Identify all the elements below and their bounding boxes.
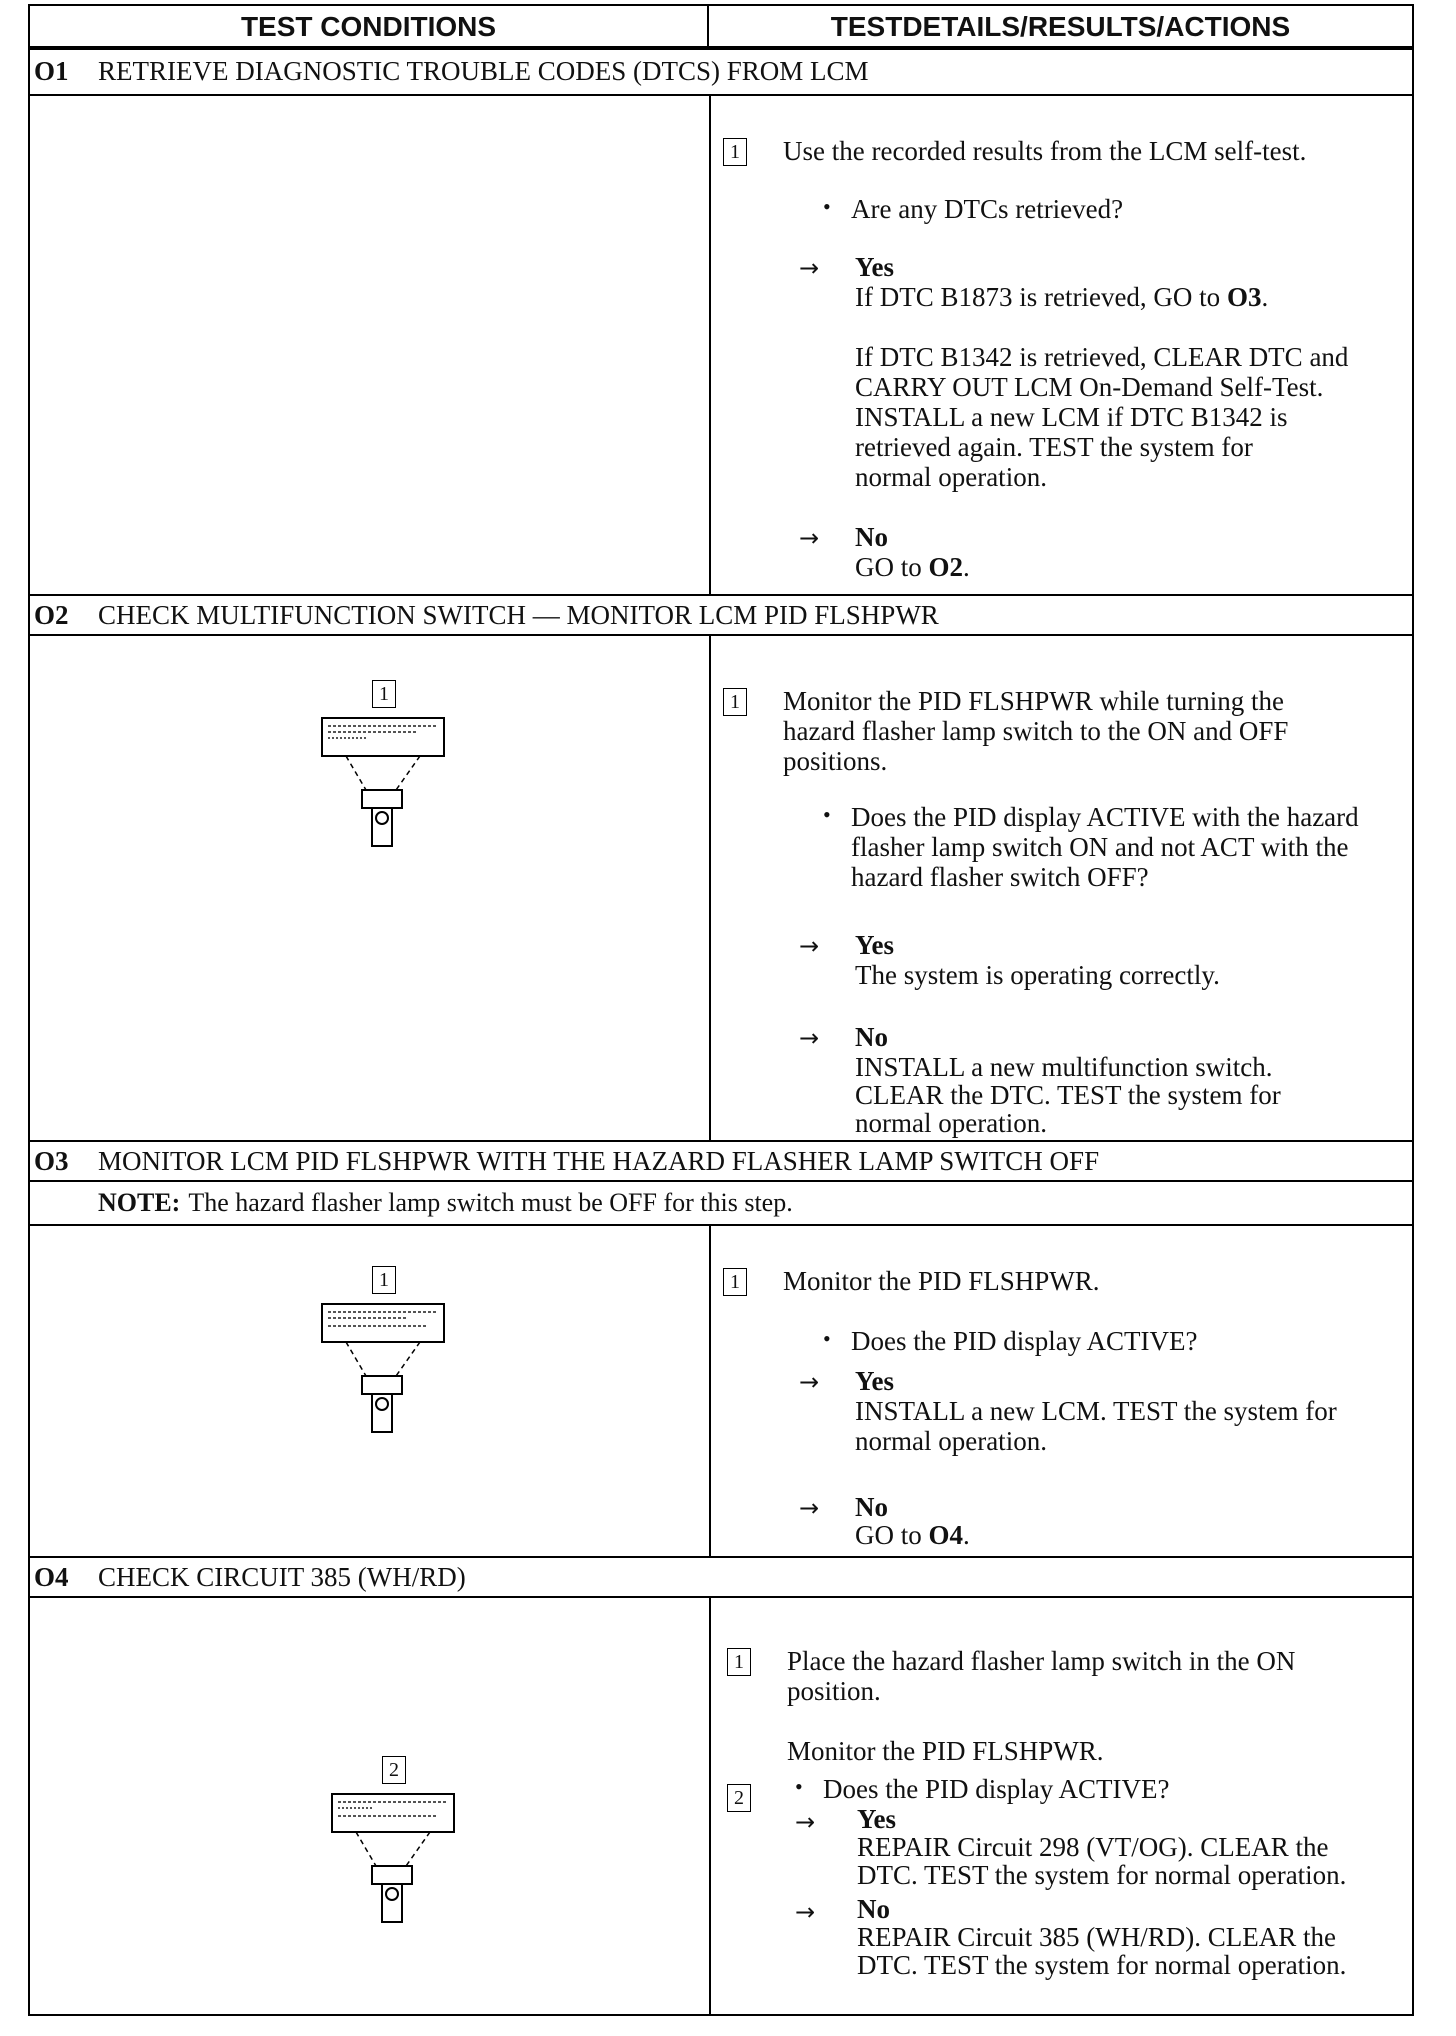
bullet-icon: • <box>823 1326 831 1351</box>
step-title: CHECK MULTIFUNCTION SWITCH — MONITOR LCM PID FLSHPWR <box>98 599 939 630</box>
monitor-instruction: Monitor the PID FLSHPWR. <box>787 1736 1104 1766</box>
yes-action-line: normal operation. <box>855 462 1047 492</box>
question-line: Does the PID display ACTIVE with the hazard <box>851 802 1359 832</box>
step-number: O3 <box>34 1145 69 1176</box>
yes-label: Yes <box>855 930 894 960</box>
step-instruction: Monitor the PID FLSHPWR. <box>783 1266 1100 1296</box>
no-label: No <box>855 1492 888 1522</box>
step-o2-title-row <box>30 594 1412 636</box>
step-title: CHECK CIRCUIT 385 (WH/RD) <box>98 1561 466 1592</box>
bullet-icon: • <box>795 1774 803 1799</box>
question-line: flasher lamp switch ON and not ACT with the <box>851 832 1349 862</box>
scan-tool-icon <box>286 714 486 874</box>
step-instruction-line: Place the hazard flasher lamp switch in the ON <box>787 1646 1296 1676</box>
table-header <box>30 6 1412 50</box>
no-label: No <box>855 1022 888 1052</box>
yes-action-line: retrieved again. TEST the system for <box>855 432 1253 462</box>
no-action-line: INSTALL a new multifunction switch. <box>855 1052 1273 1082</box>
step-o3-details <box>711 1226 1412 1556</box>
arrow-right-icon: → <box>799 932 820 960</box>
step-instruction: Use the recorded results from the LCM self-test. <box>783 136 1307 166</box>
note-text: The hazard flasher lamp switch must be OFF for this step. <box>188 1188 793 1217</box>
bullet-icon: • <box>823 194 831 219</box>
step-box-1: 1 <box>727 1648 751 1676</box>
yes-action: If DTC B1873 is retrieved, GO to O3. <box>855 282 1269 312</box>
illustration-step-box: 1 <box>372 1266 396 1294</box>
question: Does the PID display ACTIVE? <box>823 1774 1170 1804</box>
no-action: GO to O2. <box>855 552 970 582</box>
arrow-right-icon: → <box>799 1494 820 1522</box>
step-o3-note <box>30 1182 1412 1226</box>
arrow-right-icon: → <box>799 254 820 282</box>
step-number: O4 <box>34 1561 69 1592</box>
no-label: No <box>855 522 888 552</box>
no-action-line: REPAIR Circuit 385 (WH/RD). CLEAR the <box>857 1922 1336 1952</box>
step-instruction-line: positions. <box>783 746 888 776</box>
yes-label: Yes <box>855 252 894 282</box>
step-box-1: 1 <box>723 688 747 716</box>
no-label: No <box>857 1894 890 1924</box>
scan-tool-icon <box>296 1790 496 1950</box>
yes-action: The system is operating correctly. <box>855 960 1220 990</box>
arrow-right-icon: → <box>799 524 820 552</box>
no-action-line: CLEAR the DTC. TEST the system for <box>855 1080 1281 1110</box>
arrow-right-icon: → <box>795 1898 816 1926</box>
bullet-icon: • <box>823 802 831 827</box>
step-box-1: 1 <box>723 138 747 166</box>
no-action-line: DTC. TEST the system for normal operation. <box>857 1950 1347 1980</box>
yes-action-line: CARRY OUT LCM On-Demand Self-Test. <box>855 372 1324 402</box>
step-o1-details <box>711 96 1412 594</box>
arrow-right-icon: → <box>799 1024 820 1052</box>
step-box-2: 2 <box>727 1784 751 1812</box>
yes-label: Yes <box>857 1804 896 1834</box>
yes-action-line: DTC. TEST the system for normal operation. <box>857 1860 1347 1890</box>
step-title: RETRIEVE DIAGNOSTIC TROUBLE CODES (DTCS) FROM LCM <box>98 55 869 86</box>
question: Does the PID display ACTIVE? <box>851 1326 1198 1356</box>
illustration-step-box: 2 <box>382 1756 406 1784</box>
step-number: O1 <box>34 55 69 86</box>
no-action: GO to O4. <box>855 1520 970 1550</box>
yes-label: Yes <box>855 1366 894 1396</box>
diagnostic-test-table <box>28 4 1414 2016</box>
step-box-1: 1 <box>723 1268 747 1296</box>
yes-action-line: normal operation. <box>855 1426 1047 1456</box>
yes-action-line: INSTALL a new LCM. TEST the system for <box>855 1396 1337 1426</box>
step-title: MONITOR LCM PID FLSHPWR WITH THE HAZARD FLASHER LAMP SWITCH OFF <box>98 1145 1100 1176</box>
illustration-step-box: 1 <box>372 680 396 708</box>
step-number: O2 <box>34 599 69 630</box>
step-o2-details <box>711 636 1412 1140</box>
scan-tool-icon <box>286 1300 486 1460</box>
arrow-right-icon: → <box>799 1368 820 1396</box>
header-test-details: TESTDETAILS/RESULTS/ACTIONS <box>830 11 1291 42</box>
arrow-right-icon: → <box>795 1808 816 1836</box>
yes-action-line: INSTALL a new LCM if DTC B1342 is <box>855 402 1288 432</box>
note-label: NOTE: <box>98 1188 181 1217</box>
question-line: hazard flasher switch OFF? <box>851 862 1149 892</box>
yes-action-line: REPAIR Circuit 298 (VT/OG). CLEAR the <box>857 1832 1329 1862</box>
step-instruction-line: hazard flasher lamp switch to the ON and OFF <box>783 716 1289 746</box>
no-action-line: normal operation. <box>855 1108 1047 1138</box>
yes-action-line: If DTC B1342 is retrieved, CLEAR DTC and <box>855 342 1349 372</box>
step-o1-title-row <box>30 46 1412 96</box>
step-o3-title-row <box>30 1140 1412 1182</box>
header-test-conditions: TEST CONDITIONS <box>30 6 709 48</box>
step-instruction-line: Monitor the PID FLSHPWR while turning the <box>783 686 1284 716</box>
question: Are any DTCs retrieved? <box>851 194 1124 224</box>
step-o4-details <box>711 1598 1412 2016</box>
step-o4-title-row <box>30 1556 1412 1598</box>
step-instruction-line: position. <box>787 1676 881 1706</box>
